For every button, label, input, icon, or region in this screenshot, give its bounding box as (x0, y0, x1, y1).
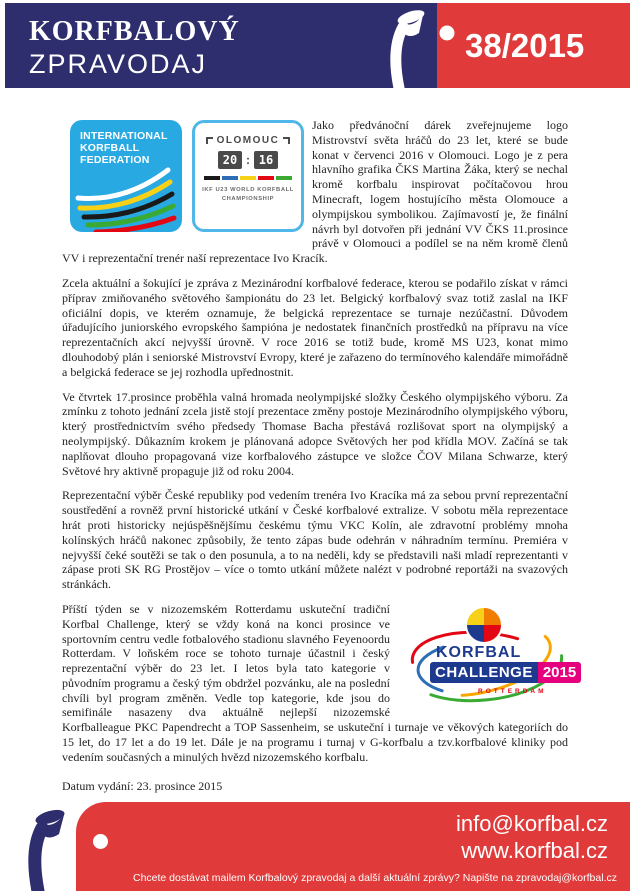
olomouc-championship-logo (192, 120, 304, 232)
page-footer (0, 802, 630, 891)
paragraph-olympic-committee: Ve čtvrtek 17.prosince proběhla valná hromada neolympijské složky Českého olympijského výboru. Za zmínku z tohoto jednání zcela jistě stojí prezentace změny postoje Mezinárodního olympijského výboru, který prostřednictvím svého předsedy Thomase Bacha přestává rozlišovat sport na olympijský a neolympijský. Důkazním krokem je plánovaná adopce Světových her pod křídla MOV. Začíná se tak naplňovat dlouho propagovaná vize korfbalového zástupce ve složce ČOV Milana Schwarze, který Světové hry aktivně propaguje již od roku 2004. (62, 389, 568, 478)
ikf-logo-line2: KORFBALL (80, 142, 140, 155)
scoreboard-corner-icon (283, 137, 290, 144)
masthead-issue-block (437, 3, 630, 88)
ikf-federation-logo (70, 120, 182, 232)
newsletter-body (0, 88, 630, 803)
footer-dot-icon (93, 834, 108, 849)
footer-email-link[interactable]: info@korfbal.cz (456, 811, 608, 836)
challenge-year: 2015 (538, 662, 581, 683)
ikf-logo-line3: FEDERATION (80, 154, 150, 167)
newsletter-title-line2: ZPRAVODAJ (29, 48, 208, 79)
intro-section (62, 118, 568, 266)
ikf-logo-text (80, 130, 182, 166)
strip-red (258, 176, 274, 180)
paragraph-national-team: Reprezentační výběr České republiky pod vedením trenéra Ivo Kracíka má za sebou první reprezentační soustředění a rovněž první historické utkání v České korfbalové extralize. V sobotu měla reprezentace hrát proti historicky nejúspěšnějšímu českému týmu VKC Kolín, ale zdravotní problémy mnoha kolínských hráčů nakonec způsobily, že tento zápas bude odehrán v náhradním termínu. Premiéra v nejvyšší čeké soutěži se tak o den posunula, a to na neděli, kdy se představili naši mladí reprezentanti v zápase proti SK RG Prostějov – více o tomto utkání můžete nalézt v podrobné reportáži na svazových stránkách. (62, 488, 568, 592)
scoreboard-color-strip (195, 176, 301, 180)
paragraph-korfbal-challenge: Příští týden se v nizozemském Rotterdamu uskuteční tradiční Korfbal Challenge, který se vždy koná na konci prosince ve sportovním centru vedle fotbalového stadionu slavného Feyenoordu Rotterdam. V loňském roce se tohoto turnaje účastnil i český reprezentační výběr do 23 let. I letos byla tato kategorie v původním programu a český tým obdržel pozvánku, ale na poslední chvíli byl program změněn. Vedle top kategorie, kde jsou do semifinále nasazeny dva aktuálně nejlepší nizozemské Korfballeague PKC Papendrecht a TOP Sassenheim, se uskuteční i turnaje ve věkových kategoriích do 15 let, do 17 let a do 19 let. Dále je na programu i turnaj v G-korfbalu a tzv.korfbalové kliniky pod vedením současných a minulých hvězd nizozemského korfbalu. (62, 601, 568, 764)
challenge-name: KORFBAL (436, 643, 522, 661)
footer-website-link[interactable]: www.korfbal.cz (461, 838, 608, 863)
ikf-logo-line1: INTERNATIONAL (80, 130, 168, 142)
event-line1: IKF U23 WORLD KORFBALL (202, 187, 294, 193)
challenge-banner: CHALLENGE (430, 662, 538, 683)
issue-number: 38/2015 (465, 26, 585, 64)
scoreboard-score-row (195, 151, 301, 169)
challenge-city: ROTTERDAM (478, 687, 547, 695)
korfball-basket-icon (8, 802, 98, 891)
strip-green (276, 176, 292, 180)
scoreboard-score-separator: : (246, 153, 250, 167)
ikf-swoosh-graphic (70, 162, 182, 232)
paragraph-belgium-withdrawal: Zcela aktuální a šokující je zpráva z Mezinárodní korfbalové federace, kterou se podařilo získat v rámci příprav zmiňovaného světového šampionátu do 23 let. Belgický korfbalový svaz totiž zaslal na IKF oficiální dopis, ve kterém oznamuje, že belgická reprezentace se turnaje nezúčastní. Důvodem úřadujícího juniorského evropského šampióna je nedostatek finančních prostředků na přípravu na více reprezentačních akcí nejvyšší úrovně. V roce 2016 se totiž bude, kromě MS U23, konat mimo dlouhodobý plán i seniorské Mistrovství Evropy, které je zařazeno do termínového kalendáře mimořádně a belgická federace se jej rozhodla upřednostnit. (62, 275, 568, 379)
korfbal-challenge-logo (400, 606, 577, 712)
footer-contact-links (456, 810, 608, 864)
scoreboard-city-row (195, 135, 301, 146)
logo-strip (70, 120, 304, 232)
scoreboard-score-right: 16 (254, 151, 278, 169)
scoreboard-event-text (195, 186, 301, 205)
newsletter-title-line1: KORFBALOVÝ (29, 16, 240, 47)
challenge-swirl-ball-icon (465, 606, 503, 644)
masthead (5, 3, 630, 88)
event-line2: CHAMPIONSHIP (221, 196, 275, 203)
challenge-section (62, 601, 577, 765)
scoreboard-city: OLOMOUC (216, 135, 280, 146)
challenge-banner-row (430, 662, 581, 683)
paragraph-logo-announcement: Jako předvánoční dárek zveřejnujeme logo Mistrovství světa hráčů do 23 let, které se bude konat v červenci 2016 v Olomouci. Logo je z pera hlavního grafika ČKS Martina Žáka, který se nechal kromě korfbalu inspirovat počítačovou hrou Minecraft, logem hostujícího města Olomouce a olympijskou symbolikou. Zajímavostí je, že finální návrh byl dotvořen při jednání VV ČKS 11.prosince právě v Olomouci a podílel se na něm kromě členů VV i reprezentační trenér naší reprezentace Ivo Kracík. (62, 118, 568, 266)
publication-date: Datum vydání: 23. prosince 2015 (62, 778, 223, 793)
scoreboard-score-left: 20 (218, 151, 242, 169)
footer-subscribe-note: Chcete dostávat mailem Korfbalový zpravodaj a další aktuální zprávy? Napište na zpravodaj@korfbal.cz (133, 872, 617, 884)
korfball-basket-icon (365, 3, 465, 88)
strip-yellow (240, 176, 256, 180)
scoreboard-corner-icon (206, 137, 213, 144)
strip-black (204, 176, 220, 180)
strip-blue (222, 176, 238, 180)
